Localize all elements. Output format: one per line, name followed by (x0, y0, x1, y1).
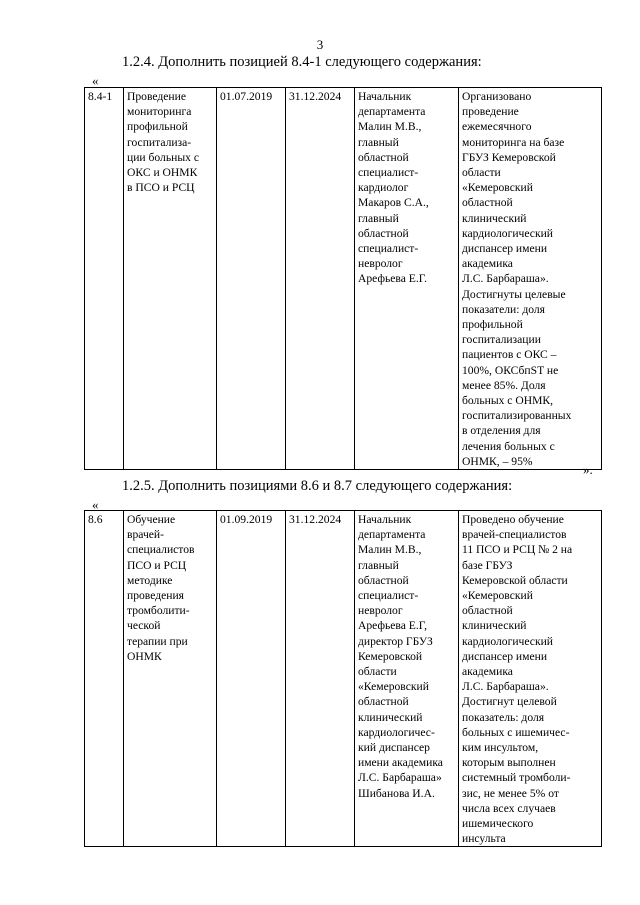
end-date: 31.12.2024 (286, 511, 355, 847)
open-quote: « (92, 73, 99, 88)
section-heading-1-2-5: 1.2.5. Дополнить позициями 8.6 и 8.7 следующего содержания: (122, 478, 513, 494)
page-number: 3 (316, 37, 324, 52)
table-position-8-6 (84, 510, 602, 847)
table-row (85, 88, 602, 470)
end-date: 31.12.2024 (286, 88, 355, 470)
position-number: 8.6 (85, 511, 124, 847)
responsible: Начальник департамента Малин М.В., главный областной специалист- невролог Арефьева Е.Г, директор ГБУЗ Кемеровской области «Кемеровский областной клинический кардиологичес- кий диспансер имени академика Л.С. Барбараша» Шибанова И.А. (355, 511, 459, 847)
result: Организовано проведение ежемесячного мониторинга на базе ГБУЗ Кемеровской области «Кемеровский областной клинический кардиологический диспансер имени академика Л.С. Барбараша». Достигнуты целевые показатели: доля профильной госпитализации пациентов с ОКС – 100%, ОКСбпST не менее 85%. Доля больных с ОНМК, госпитализированных в отделения для лечения больных с ОНМК, – 95% (459, 88, 602, 470)
responsible: Начальник департамента Малин М.В., главный областной специалист- кардиолог Макаров С.А., главный областной специалист- невролог Арефьева Е.Г. (355, 88, 459, 470)
open-quote-2: « (92, 497, 99, 512)
table-position-8-4-1 (84, 87, 602, 470)
task-name: Обучение врачей- специалистов ПСО и РСЦ методике проведения тромболити- ческой терапии при ОНМК (124, 511, 217, 847)
start-date: 01.09.2019 (217, 511, 286, 847)
result: Проведено обучение врачей-специалистов 11 ПСО и РСЦ № 2 на базе ГБУЗ Кемеровской области «Кемеровский областной клинический кардиологический диспансер имени академика Л.С. Барбараша». Достигнут целевой показатель: доля больных с ишемичес- ким инсультом, которым выполнен системный тромболи- зис, не менее 5% от числа всех случаев ишемического инсульта (459, 511, 602, 847)
section-heading-1-2-4: 1.2.4. Дополнить позицией 8.4-1 следующего содержания: (122, 54, 482, 70)
position-number: 8.4-1 (85, 88, 124, 470)
close-quote: ». (583, 462, 593, 477)
task-name: Проведение мониторинга профильной госпитализа- ции больных с ОКС и ОНМК в ПСО и РСЦ (124, 88, 217, 470)
start-date: 01.07.2019 (217, 88, 286, 470)
table-row (85, 511, 602, 847)
